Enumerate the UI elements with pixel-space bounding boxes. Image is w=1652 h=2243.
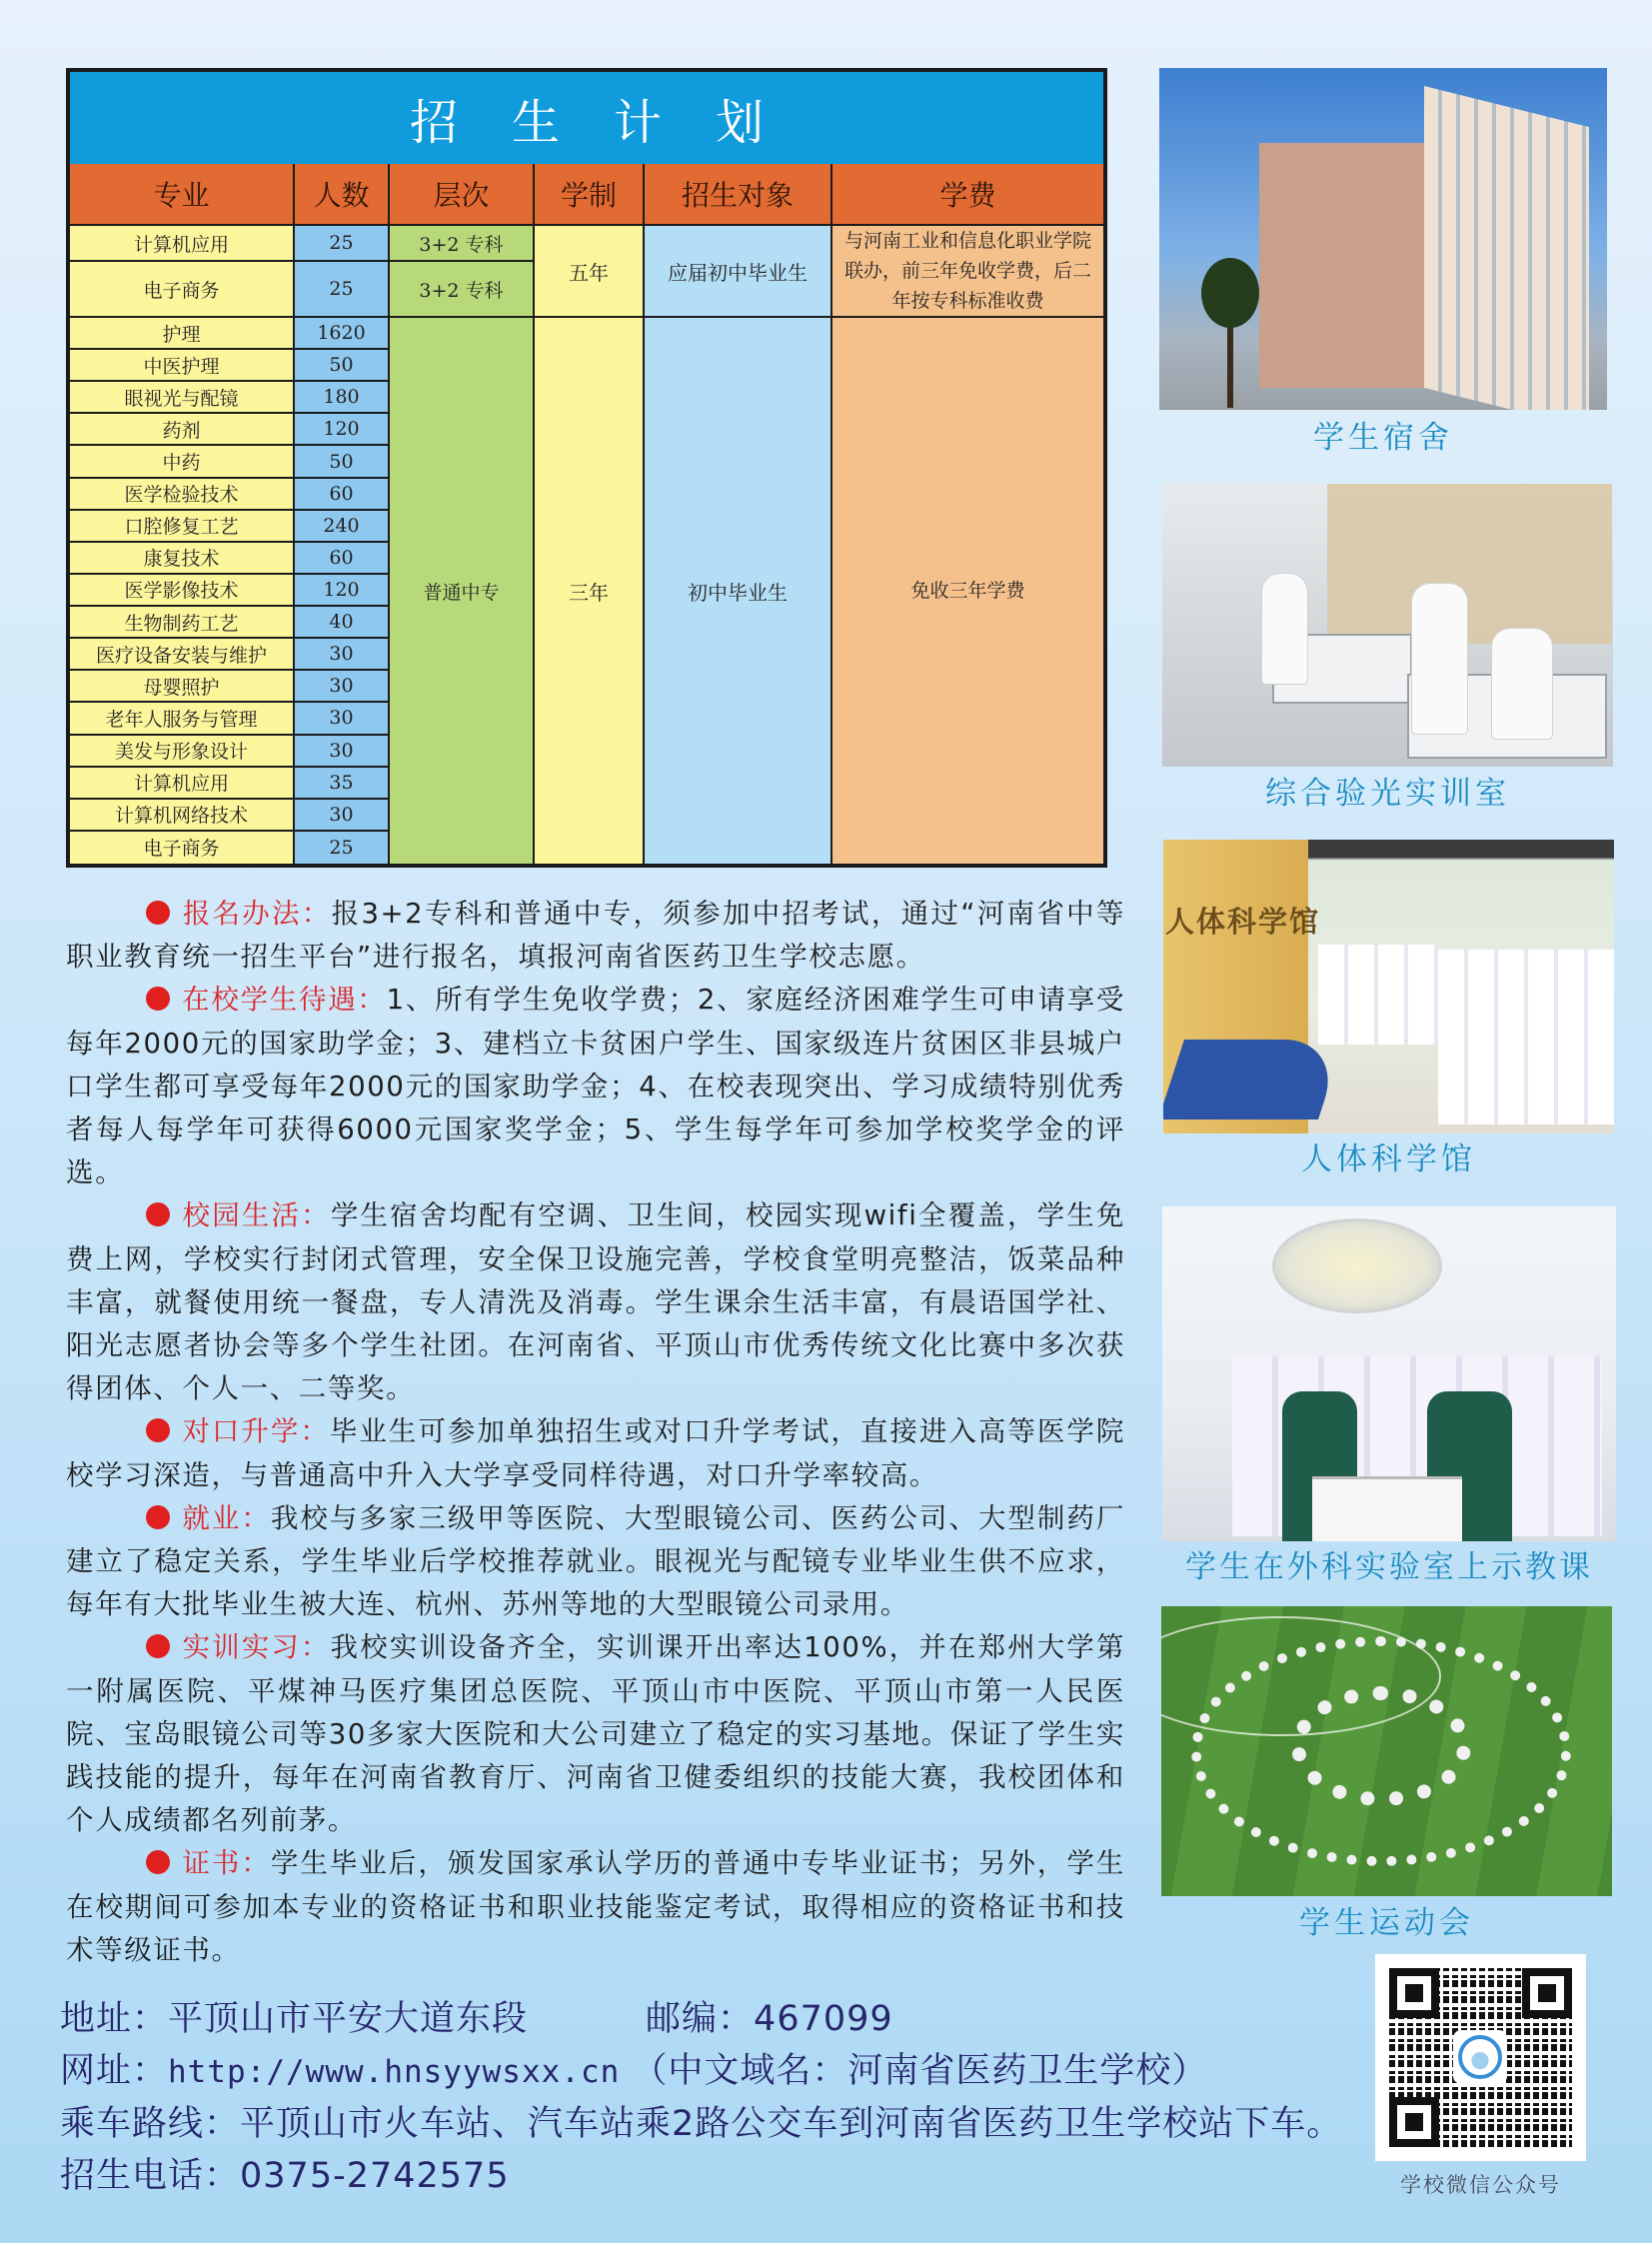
table-row-count: 180 [295,382,390,414]
route-line [60,2098,1379,2150]
table-row-major: 计算机应用 [70,226,295,262]
table-row-count: 35 [295,768,390,800]
table-row-major: 生物制药工艺 [70,607,295,639]
table-row-count: 50 [295,350,390,382]
header-count: 人数 [295,164,390,226]
info-sections [66,893,1125,1972]
table-row-major: 电子商务 [70,832,295,864]
table-row-major: 中医护理 [70,350,295,382]
table-row-count: 25 [295,262,390,318]
section-campus-life [66,1194,1125,1410]
table-row-count: 1620 [295,318,390,350]
caption-dormitory: 学生宿舍 [1313,420,1453,456]
level-secondary [390,318,535,864]
table-row-major: 护理 [70,318,295,350]
red-bullet-icon [146,1505,170,1529]
section-label: 对口升学： [182,1415,330,1448]
red-bullet-icon [146,901,170,925]
table-row-major: 老年人服务与管理 [70,703,295,735]
section-text: 我校与多家三级甲等医院、大型眼镜公司、医药公司、大型制药厂建立了稳定关系，学生毕业后学校推荐就业。眼视光与配镜专业毕业生供不应求，每年有大批毕业生被大连、杭州、苏州等地的大型眼镜公司录用。 [66,1501,1125,1621]
phone-label: 招生电话： [60,2156,241,2196]
section-further-study [66,1410,1125,1496]
fee-3plus2: 与河南工业和信息化职业学院联办，前三年免收学费，后二年按专科标准收费 [832,226,1103,318]
section-benefits [66,979,1125,1194]
phone-line [60,2150,1379,2202]
table-row-major: 电子商务 [70,262,295,318]
red-bullet-icon [146,1202,170,1226]
photo-surgery-lab [1162,1206,1616,1541]
route-value: 平顶山市火车站、汽车站乘2路公交车到河南省医药卫生学校站下车。 [240,2104,1343,2144]
table-row-count: 50 [295,446,390,478]
years-5: 五年 [535,226,645,318]
postcode-label: 邮编： [646,1999,755,2039]
qr-code-icon [1389,1968,1572,2147]
table-row-count: 25 [295,226,390,262]
red-bullet-icon [146,1850,170,1874]
photo-optometry-lab [1162,484,1613,767]
section-text: 1、所有学生免收学费；2、家庭经济困难学生可申请享受每年2000元的国家助学金；3、建档立卡贫困户学生、国家级连片贫困区非县城户口学生都可享受每年2000元的国家助学金；4、在校表现突出、学习成绩特别优秀者每人每学年可获得6000元国家奖学金；5、学生每学年可参加学校奖学金的评选。 [66,984,1126,1189]
address-line [60,1993,1379,2045]
years-3-text: 三年 [569,580,609,605]
caption-surgery-lab: 学生在外科实验室上示教课 [1185,1549,1593,1585]
website-link[interactable]: http://www.hnsyywsxx.cn [168,2054,621,2090]
section-text: 学生毕业后，颁发国家承认学历的普通中专毕业证书；另外，学生在校期间可参加本专业的资格证书和职业技能鉴定考试，取得相应的资格证书和技术等级证书。 [66,1847,1125,1966]
section-employment [66,1497,1125,1627]
qr-caption: 学校微信公众号 [1400,2173,1561,2197]
fee-secondary-text: 免收三年学费 [910,580,1025,602]
website-label: 网址： [60,2051,169,2091]
table-row-count: 40 [295,607,390,639]
table-row-count: 30 [295,736,390,768]
caption-human-science-museum: 人体科学馆 [1301,1141,1476,1177]
section-label: 实训实习： [182,1631,331,1664]
section-label: 报名办法： [182,898,332,930]
table-row-count: 30 [295,703,390,735]
section-text: 毕业生可参加单独招生或对口升学考试，直接进入高等医学院校学习深造，与普通高中升入大学享受同样待遇，对口升学率较高。 [66,1415,1126,1491]
section-text: 我校实训设备齐全，实训课开出率达100%，并在郑州大学第一附属医院、平煤神马医疗集团总医院、平顶山市中医院、平顶山市第一人民医院、宝岛眼镜公司等30多家大医院和大公司建立了稳定的实习基地。保证了学生实践技能的提升，每年在河南省教育厅、河南省卫健委组织的技能大赛，我校团体和个人成绩都名列前茅。 [66,1631,1125,1837]
table-row-major: 母婴照护 [70,671,295,703]
table-row-major: 医学影像技术 [70,575,295,607]
table-row-count: 30 [295,671,390,703]
caption-optometry-lab: 综合验光实训室 [1265,776,1510,812]
table-title: 招生计划 [70,72,1103,164]
section-label: 就业： [182,1501,271,1534]
table-row-major: 中药 [70,446,295,478]
section-certificates [66,1842,1125,1972]
table-row-major: 眼视光与配镜 [70,382,295,414]
section-label: 在校学生待遇： [182,984,387,1017]
caption-sports-meet: 学生运动会 [1299,1905,1474,1941]
phone-value: 0375-2742575 [240,2156,510,2196]
table-row-major: 口腔修复工艺 [70,511,295,543]
section-text: 报3+2专科和普通中专，须参加中招考试，通过“河南省中等职业教育统一招生平台”进行报名，填报河南省医药卫生学校志愿。 [66,898,1125,974]
table-row-count: 30 [295,800,390,832]
header-target: 招生对象 [645,164,832,226]
table-row-major: 康复技术 [70,543,295,575]
enrollment-plan-table [66,68,1107,868]
target-secondary [645,318,832,864]
wechat-qr-code[interactable] [1375,1954,1586,2161]
contact-info [60,1993,1379,2202]
table-row-level: 3+2 专科 [390,262,535,318]
table-row-count: 240 [295,511,390,543]
header-level: 层次 [390,164,535,226]
school-logo-icon [1453,2030,1507,2084]
section-internship [66,1626,1125,1842]
red-bullet-icon [146,1418,170,1442]
table-row-major: 美发与形象设计 [70,736,295,768]
target-secondary-text: 初中毕业生 [688,580,788,605]
photo-human-science-museum [1163,840,1614,1133]
table-row-major: 医学检验技术 [70,479,295,511]
route-label: 乘车路线： [60,2104,241,2144]
level-secondary-text: 普通中专 [423,581,500,604]
section-label: 校园生活： [182,1199,331,1232]
table-row-count: 60 [295,479,390,511]
table-row-major: 药剂 [70,414,295,446]
section-registration [66,893,1125,979]
header-fee: 学费 [832,164,1103,226]
red-bullet-icon [146,1634,170,1658]
years-3 [535,318,645,864]
section-label: 证书： [182,1847,271,1880]
section-text: 学生宿舍均配有空调、卫生间，校园实现wifi全覆盖，学生免费上网，学校实行封闭式管理，安全保卫设施完善，学校食堂明亮整洁，饭菜品种丰富，就餐使用统一餐盘，专人清洗及消毒。学生课余生活丰富，有晨语国学社、阳光志愿者协会等多个学生社团。在河南省、平顶山市优秀传统文化比赛中多次获得团体、个人一、二等奖。 [66,1199,1126,1405]
target-3plus2: 应届初中毕业生 [645,226,832,318]
address-value: 平顶山市平安大道东段 [168,1999,529,2039]
address-label: 地址： [60,1999,169,2039]
table-row-count: 120 [295,414,390,446]
table-row-count: 60 [295,543,390,575]
photo-dormitory [1159,68,1607,410]
table-row-major: 医疗设备安装与维护 [70,639,295,671]
postcode-value: 467099 [754,1999,893,2039]
fee-secondary [832,318,1103,864]
header-major: 专业 [70,164,295,226]
red-bullet-icon [146,987,170,1011]
table-row-count: 120 [295,575,390,607]
table-row-count: 25 [295,832,390,864]
table-row-major: 计算机应用 [70,768,295,800]
table-row-major: 计算机网络技术 [70,800,295,832]
table-row-level: 3+2 专科 [390,226,535,262]
website-line [60,2045,1379,2098]
header-years: 学制 [535,164,645,226]
photo-sports-meet [1161,1606,1612,1896]
website-note: （中文域名：河南省医药卫生学校） [632,2051,1208,2091]
table-row-count: 30 [295,639,390,671]
museum-sign: 人体科学馆 [1165,905,1321,939]
